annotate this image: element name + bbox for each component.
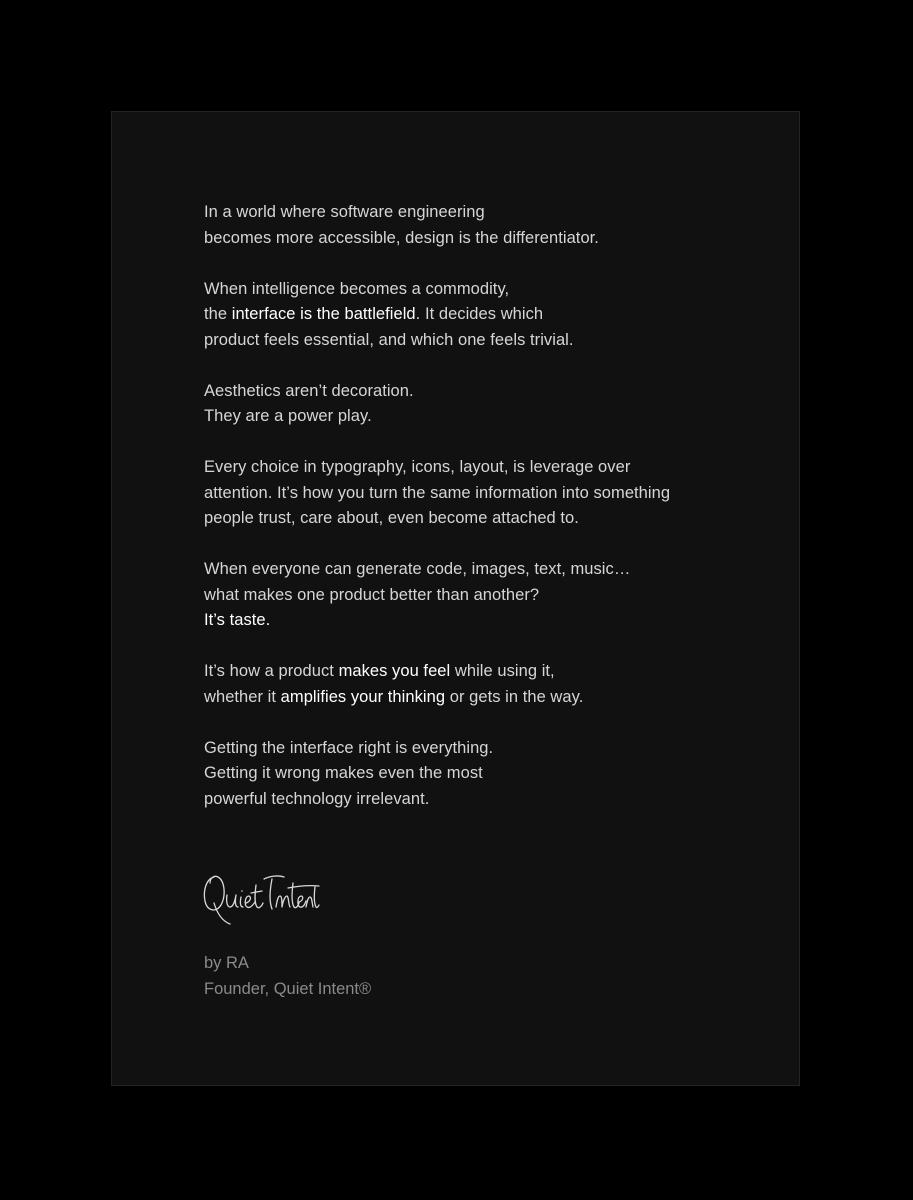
letter-line xyxy=(204,455,724,481)
body-text-segment: attention. It’s how you turn the same information into something xyxy=(204,483,671,502)
letter-page xyxy=(111,111,800,1086)
letter-line xyxy=(204,226,724,252)
body-text-segment: while using it, xyxy=(450,662,555,680)
byline-role: Founder, Quiet Intent® xyxy=(204,979,372,998)
letter-line xyxy=(204,200,724,226)
body-text-segment: When intelligence becomes a commodity, xyxy=(204,279,510,298)
body-text-segment: becomes more accessible, design is the differentiator. xyxy=(204,228,599,247)
letter-line xyxy=(204,328,724,354)
letter-paragraph xyxy=(204,659,724,710)
body-text-segment: product feels essential, and which one feels trivial. xyxy=(204,330,574,349)
letter-line xyxy=(204,277,724,303)
body-text-segment: people trust, care about, even become attached to. xyxy=(204,509,579,527)
body-text-segment: powerful technology irrelevant. xyxy=(204,789,430,808)
emphasis-text: makes you feel xyxy=(338,662,451,680)
letter-line xyxy=(204,379,724,405)
letter-line xyxy=(204,787,724,813)
body-text-segment: Every choice in typography, icons, layout, is leverage over xyxy=(204,458,631,476)
body-text-segment: what makes one product better than another? xyxy=(204,585,540,604)
signature-image xyxy=(200,869,320,929)
body-text-segment: or gets in the way. xyxy=(445,687,584,706)
letter-line xyxy=(204,583,724,609)
emphasis-text: interface is the battlefield xyxy=(231,305,416,323)
letter-line xyxy=(204,557,724,583)
letter-line xyxy=(204,761,724,787)
body-text-segment: Getting it wrong makes even the most xyxy=(204,764,483,782)
body-text-segment: the xyxy=(204,305,232,323)
body-text-segment: They are a power play. xyxy=(204,407,372,425)
letter-paragraph xyxy=(204,736,724,813)
letter-line xyxy=(204,506,724,532)
body-text-segment: It’s how a product xyxy=(204,662,339,680)
body-text-segment: whether it xyxy=(204,687,281,706)
letter-paragraph xyxy=(204,379,724,430)
letter-line xyxy=(204,302,724,328)
byline xyxy=(204,951,371,1002)
letter-paragraph xyxy=(204,200,724,251)
letter-paragraph xyxy=(204,455,724,532)
letter-line xyxy=(204,736,724,762)
emphasis-text: amplifies your thinking xyxy=(280,687,446,706)
body-text-segment: When everyone can generate code, images, text, music… xyxy=(204,560,631,578)
body-text-segment: Getting the interface right is everything. xyxy=(204,738,494,757)
letter-line xyxy=(204,685,724,711)
letter-line xyxy=(204,608,724,634)
letter-line xyxy=(204,481,724,507)
emphasis-text: It’s taste. xyxy=(204,611,271,629)
letter-paragraph xyxy=(204,277,724,354)
letter-line xyxy=(204,659,724,685)
byline-author: by RA xyxy=(204,954,249,972)
body-text-segment: Aesthetics aren’t decoration. xyxy=(204,381,414,400)
letter-paragraph xyxy=(204,557,724,634)
body-text-segment: In a world where software engineering xyxy=(204,203,485,221)
letter-line xyxy=(204,404,724,430)
letter-body xyxy=(204,200,724,838)
body-text-segment: . It decides which xyxy=(415,305,544,323)
signature-graphic xyxy=(200,869,320,929)
